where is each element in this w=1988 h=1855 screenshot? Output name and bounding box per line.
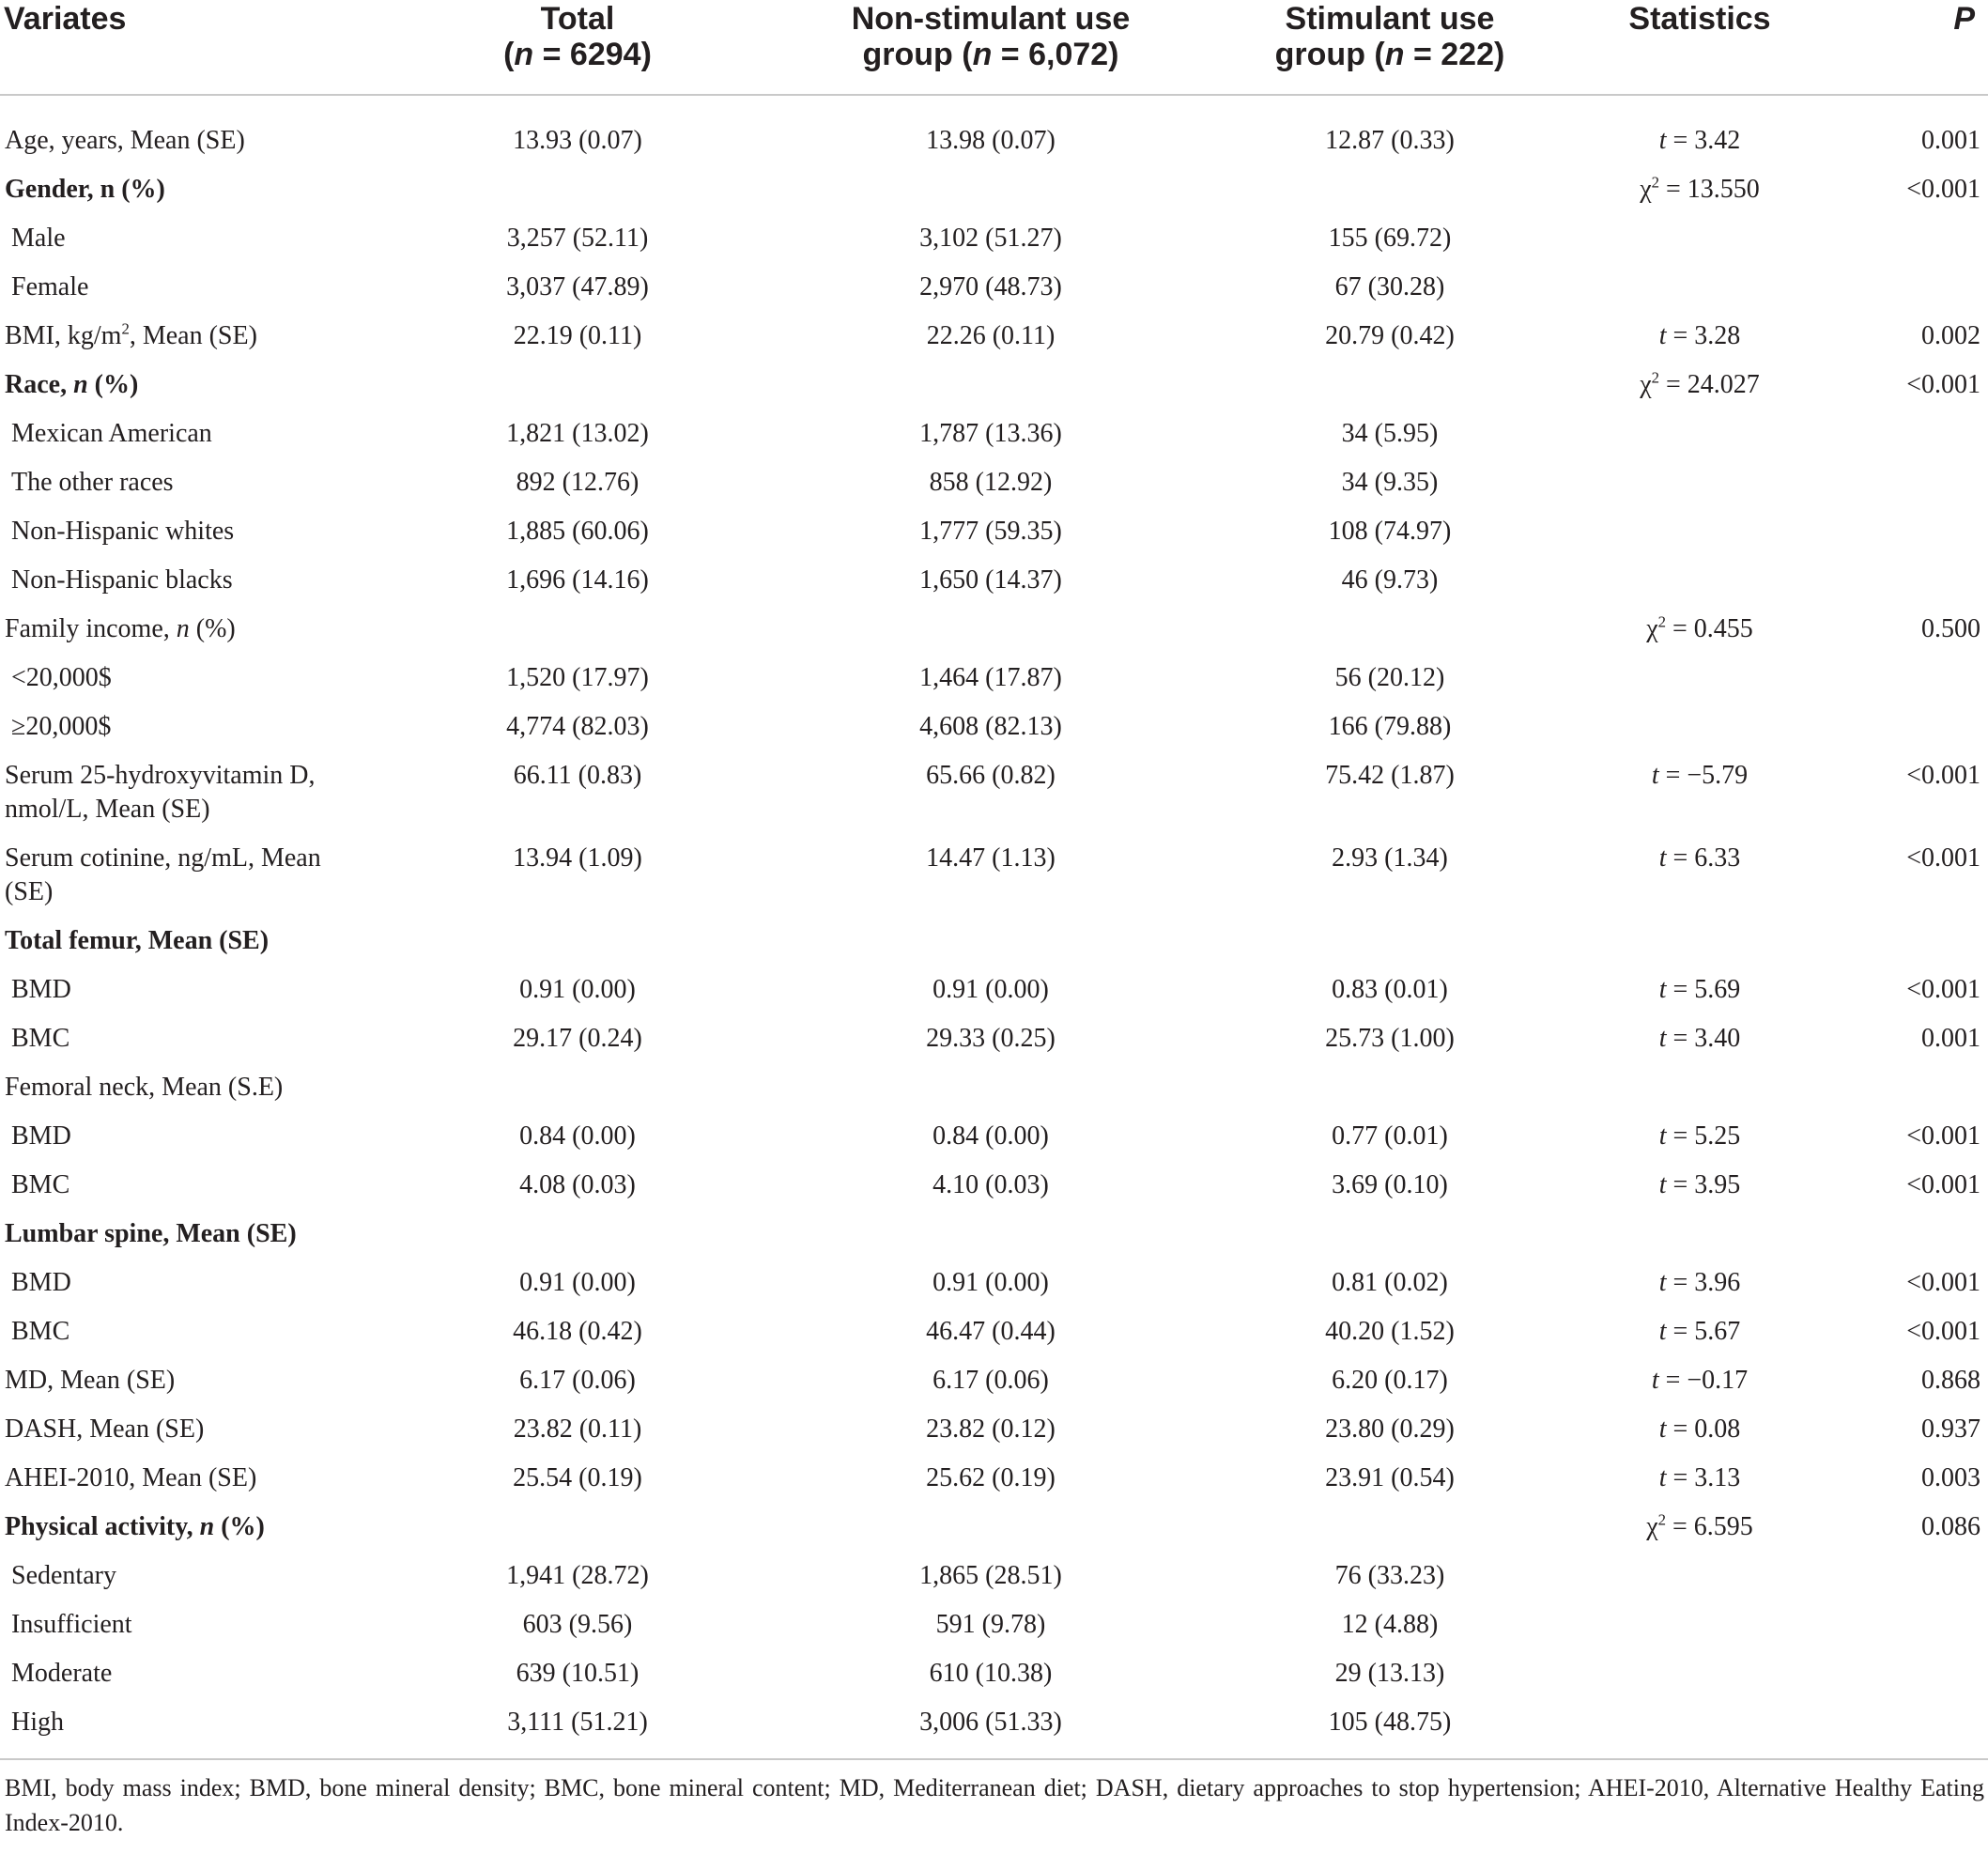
header-variates: Variates (0, 0, 376, 95)
table-row (0, 95, 1988, 158)
cell-statistics (1578, 207, 1822, 255)
row-label: Insufficient (11, 1610, 132, 1639)
cell-non-stimulant: 1,650 (14.37) (919, 565, 1062, 595)
cell-statistics (1578, 255, 1822, 304)
cell-p-value: <0.001 (1906, 761, 1980, 790)
row-label: Serum cotinine, ng/mL, Mean (SE) (5, 843, 321, 906)
cell-stimulant: 6.20 (0.17) (1332, 1366, 1448, 1395)
cell-non-stimulant: 65.66 (0.82) (926, 761, 1056, 790)
cell-non-stimulant (779, 909, 1202, 958)
cell-total (376, 909, 779, 958)
row-label: Total femur, Mean (SE) (5, 926, 270, 955)
cell-stimulant (1202, 1056, 1578, 1105)
cell-statistics: t = −0.17 (1651, 1366, 1749, 1395)
row-label: BMC (11, 1170, 70, 1199)
cell-non-stimulant: 6.17 (0.06) (932, 1366, 1049, 1395)
cell-p-value: <0.001 (1906, 1268, 1980, 1297)
row-label: Non-Hispanic blacks (11, 565, 233, 595)
cell-non-stimulant: 1,865 (28.51) (919, 1561, 1062, 1590)
cell-non-stimulant: 3,102 (51.27) (919, 224, 1062, 253)
cell-non-stimulant: 29.33 (0.25) (926, 1024, 1056, 1053)
table-row (0, 500, 1988, 549)
cell-statistics (1578, 451, 1822, 500)
cell-total: 3,111 (51.21) (507, 1708, 648, 1737)
cell-total: 1,821 (13.02) (506, 419, 649, 448)
cell-total: 23.82 (0.11) (513, 1414, 642, 1444)
header-statistics: Statistics (1578, 0, 1822, 95)
cell-total: 1,885 (60.06) (506, 517, 649, 546)
cell-stimulant (1202, 1495, 1578, 1544)
table-row (0, 1056, 1988, 1105)
cell-p-value: 0.086 (1921, 1512, 1980, 1541)
cell-stimulant: 155 (69.72) (1328, 224, 1452, 253)
header-p: P (1822, 0, 1988, 95)
table-row (0, 304, 1988, 353)
row-label: Race, n (%) (5, 370, 139, 399)
cell-non-stimulant: 3,006 (51.33) (919, 1708, 1062, 1737)
cell-non-stimulant: 1,464 (17.87) (919, 663, 1062, 692)
cell-statistics: t = 3.13 (1658, 1463, 1741, 1492)
table-row (0, 1642, 1988, 1691)
row-label: BMI, $kg/m^2$, Mean (SE) (5, 319, 257, 350)
cell-stimulant: 12 (4.88) (1341, 1610, 1439, 1639)
cell-p-value (1822, 695, 1988, 744)
cell-stimulant: 76 (33.23) (1334, 1561, 1445, 1590)
cell-p-value: 0.500 (1921, 614, 1980, 643)
cell-p-value (1822, 207, 1988, 255)
cell-statistics (1578, 695, 1822, 744)
table-header (0, 0, 1988, 95)
cell-total: 892 (12.76) (516, 468, 640, 497)
footnote-row (0, 1759, 1988, 1840)
row-label: BMC (11, 1317, 70, 1346)
cell-p-value (1822, 909, 1988, 958)
table-row (0, 1495, 1988, 1544)
cell-p-value: <0.001 (1906, 975, 1980, 1004)
cell-p-value (1822, 402, 1988, 451)
cell-total: 1,520 (17.97) (506, 663, 649, 692)
cell-p-value: <0.001 (1906, 370, 1980, 399)
cell-stimulant: 3.69 (0.10) (1332, 1170, 1448, 1199)
table-row (0, 646, 1988, 695)
cell-stimulant: 2.93 (1.34) (1332, 843, 1448, 873)
row-label: Female (11, 272, 89, 301)
cell-statistics: t = 3.28 (1658, 321, 1741, 350)
cell-p-value (1822, 1593, 1988, 1642)
cell-statistics: t = 3.96 (1658, 1268, 1741, 1297)
cell-stimulant: 40.20 (1.52) (1325, 1317, 1455, 1346)
cell-total (376, 1056, 779, 1105)
cell-stimulant (1202, 597, 1578, 646)
table-footnote: BMI, body mass index; BMD, bone mineral density; BMC, bone mineral content; MD, Mediterranean diet; DASH, dietary approaches to stop hypertension; AHEI-2010, Alternative Healthy Eating Index-2010. (0, 1759, 1988, 1840)
cell-non-stimulant (779, 1056, 1202, 1105)
cell-total: 46.18 (0.42) (513, 1317, 642, 1346)
cell-statistics: t = −5.79 (1651, 761, 1749, 790)
cell-non-stimulant: 0.84 (0.00) (932, 1121, 1049, 1151)
cell-stimulant: 34 (5.95) (1341, 419, 1439, 448)
row-label: MD, Mean (SE) (5, 1366, 176, 1395)
row-label: BMD (11, 1268, 71, 1297)
cell-total: 0.91 (0.00) (519, 1268, 636, 1297)
cell-statistics: t = 5.25 (1658, 1121, 1741, 1151)
cell-non-stimulant (779, 1202, 1202, 1251)
cell-statistics: t = 5.67 (1658, 1317, 1741, 1346)
table-row (0, 1202, 1988, 1251)
cell-p-value: <0.001 (1906, 1121, 1980, 1151)
cell-statistics (1578, 549, 1822, 597)
cell-p-value: <0.001 (1906, 1317, 1980, 1346)
cell-non-stimulant (779, 597, 1202, 646)
table-row (0, 1544, 1988, 1593)
cell-statistics (1578, 500, 1822, 549)
cell-p-value: 0.002 (1921, 321, 1980, 350)
cell-total: 29.17 (0.24) (513, 1024, 642, 1053)
cell-statistics (1578, 1593, 1822, 1642)
cell-p-value: <0.001 (1906, 1170, 1980, 1199)
cell-statistics: $\chi^2 = 0.455$ (1646, 612, 1753, 643)
cell-stimulant: 67 (30.28) (1334, 272, 1445, 301)
cell-stimulant: 25.73 (1.00) (1325, 1024, 1455, 1053)
row-label: AHEI-2010, Mean (SE) (5, 1463, 257, 1492)
table-row (0, 1691, 1988, 1759)
cell-non-stimulant: 46.47 (0.44) (926, 1317, 1056, 1346)
cell-non-stimulant: 0.91 (0.00) (932, 1268, 1049, 1297)
cell-statistics (1578, 1202, 1822, 1251)
cell-stimulant: 108 (74.97) (1328, 517, 1452, 546)
table-row (0, 1007, 1988, 1056)
cell-non-stimulant: 23.82 (0.12) (926, 1414, 1056, 1444)
cell-p-value (1822, 451, 1988, 500)
cell-non-stimulant (779, 1495, 1202, 1544)
cell-p-value (1822, 549, 1988, 597)
cell-p-value: 0.001 (1921, 1024, 1980, 1053)
cell-total: 22.19 (0.11) (513, 321, 642, 350)
cell-total: 1,941 (28.72) (506, 1561, 649, 1590)
cell-p-value: <0.001 (1906, 843, 1980, 873)
cell-p-value (1822, 646, 1988, 695)
table-row (0, 909, 1988, 958)
table-row (0, 1349, 1988, 1398)
cell-stimulant (1202, 158, 1578, 207)
cell-stimulant: 75.42 (1.87) (1325, 761, 1455, 790)
row-label: High (11, 1708, 64, 1737)
table-row (0, 549, 1988, 597)
cell-non-stimulant: 22.26 (0.11) (926, 321, 1056, 350)
table-row (0, 597, 1988, 646)
cell-non-stimulant: 14.47 (1.13) (926, 843, 1056, 873)
cell-p-value (1822, 1202, 1988, 1251)
cell-total: 25.54 (0.19) (513, 1463, 642, 1492)
cell-stimulant: 56 (20.12) (1334, 663, 1445, 692)
row-label: Non-Hispanic whites (11, 517, 235, 546)
cell-non-stimulant: 610 (10.38) (929, 1659, 1053, 1688)
cell-total: 3,257 (52.11) (506, 224, 649, 253)
row-label: The other races (11, 468, 174, 497)
header-stimulant: Stimulant use group (n = 222) (1202, 0, 1578, 95)
table-row (0, 1593, 1988, 1642)
row-label: Sedentary (11, 1561, 116, 1590)
cell-p-value: <0.001 (1906, 175, 1980, 204)
cell-total: 603 (9.56) (522, 1610, 633, 1639)
cell-total: 4.08 (0.03) (519, 1170, 636, 1199)
cell-total: 3,037 (47.89) (506, 272, 649, 301)
row-label: Lumbar spine, Mean (SE) (5, 1219, 297, 1248)
table-row (0, 744, 1988, 827)
cell-stimulant: 0.83 (0.01) (1332, 975, 1448, 1004)
cell-non-stimulant: 0.91 (0.00) (932, 975, 1049, 1004)
cell-total (376, 597, 779, 646)
row-label: Serum 25-hydroxyvitamin D, nmol/L, Mean (SE) (5, 761, 316, 824)
table-row (0, 827, 1988, 909)
row-label: Male (11, 224, 66, 253)
cell-statistics: t = 5.69 (1658, 975, 1741, 1004)
cell-stimulant (1202, 1202, 1578, 1251)
row-label: BMC (11, 1024, 70, 1053)
cell-non-stimulant: 4,608 (82.13) (919, 712, 1062, 741)
row-label: Mexican American (11, 419, 212, 448)
table-row (0, 695, 1988, 744)
cell-stimulant: 46 (9.73) (1341, 565, 1439, 595)
table-row (0, 1251, 1988, 1300)
cell-p-value (1822, 255, 1988, 304)
table-row (0, 158, 1988, 207)
row-label: BMD (11, 975, 71, 1004)
cell-non-stimulant: 13.98 (0.07) (926, 126, 1056, 155)
cell-non-stimulant: 1,787 (13.36) (919, 419, 1062, 448)
row-label: Physical activity, n (%) (5, 1512, 265, 1541)
cell-total (376, 1202, 779, 1251)
cell-total (376, 1495, 779, 1544)
cell-total (376, 353, 779, 402)
cell-stimulant: 34 (9.35) (1341, 468, 1439, 497)
cell-p-value: 0.001 (1921, 126, 1980, 155)
table-row (0, 1153, 1988, 1202)
cell-total: 0.84 (0.00) (519, 1121, 636, 1151)
cell-total: 13.93 (0.07) (513, 126, 642, 155)
table-row (0, 1446, 1988, 1495)
row-label: Gender, n (%) (5, 175, 165, 204)
cell-p-value (1822, 1642, 1988, 1691)
header-row (0, 0, 1988, 95)
cell-total: 0.91 (0.00) (519, 975, 636, 1004)
cell-statistics (1578, 1691, 1822, 1759)
cell-total: 4,774 (82.03) (506, 712, 649, 741)
cell-statistics: t = 3.42 (1658, 126, 1741, 155)
cell-p-value (1822, 500, 1988, 549)
cell-stimulant: 23.80 (0.29) (1325, 1414, 1455, 1444)
cell-non-stimulant: 25.62 (0.19) (926, 1463, 1056, 1492)
cell-statistics: t = 6.33 (1658, 843, 1741, 873)
table-row (0, 958, 1988, 1007)
cell-p-value (1822, 1544, 1988, 1593)
row-label: ≥20,000$ (11, 712, 112, 741)
header-total: Total (n = 6294) (376, 0, 779, 95)
cell-stimulant: 0.77 (0.01) (1332, 1121, 1448, 1151)
cell-statistics (1578, 402, 1822, 451)
cell-total: 6.17 (0.06) (519, 1366, 636, 1395)
cell-total: 1,696 (14.16) (506, 565, 649, 595)
table-body (0, 95, 1988, 1759)
cell-statistics: $\chi^2 = 6.595$ (1646, 1510, 1753, 1541)
cell-statistics (1578, 646, 1822, 695)
cell-non-stimulant: 2,970 (48.73) (919, 272, 1062, 301)
cell-stimulant: 12.87 (0.33) (1325, 126, 1455, 155)
cell-statistics: t = 3.40 (1658, 1024, 1741, 1053)
cell-non-stimulant (779, 158, 1202, 207)
cell-non-stimulant: 858 (12.92) (929, 468, 1053, 497)
cell-total: 639 (10.51) (516, 1659, 640, 1688)
cell-stimulant: 20.79 (0.42) (1325, 321, 1455, 350)
cell-total: 13.94 (1.09) (513, 843, 642, 873)
cell-statistics: $\chi^2 = 13.550$ (1640, 173, 1760, 204)
cell-p-value: 0.937 (1921, 1414, 1980, 1444)
cell-stimulant (1202, 909, 1578, 958)
table-row (0, 451, 1988, 500)
cell-stimulant: 105 (48.75) (1328, 1708, 1452, 1737)
cell-p-value (1822, 1691, 1988, 1759)
cell-total: 66.11 (0.83) (513, 761, 642, 790)
table-row (0, 1105, 1988, 1153)
cell-stimulant: 29 (13.13) (1334, 1659, 1445, 1688)
cell-statistics: t = 3.95 (1658, 1170, 1741, 1199)
cell-statistics: $\chi^2 = 24.027$ (1640, 368, 1760, 399)
cell-non-stimulant: 591 (9.78) (935, 1610, 1046, 1639)
row-label: Age, years, Mean (SE) (5, 126, 245, 155)
row-label: Femoral neck, Mean (S.E) (5, 1073, 284, 1102)
cell-statistics (1578, 909, 1822, 958)
cell-statistics (1578, 1642, 1822, 1691)
cell-non-stimulant: 1,777 (59.35) (919, 517, 1062, 546)
cell-statistics: t = 0.08 (1658, 1414, 1741, 1444)
table-row (0, 255, 1988, 304)
cell-statistics (1578, 1056, 1822, 1105)
table-row (0, 353, 1988, 402)
row-label: Family income, n (%) (5, 614, 236, 643)
cell-stimulant (1202, 353, 1578, 402)
cell-non-stimulant (779, 353, 1202, 402)
cell-stimulant: 0.81 (0.02) (1332, 1268, 1448, 1297)
header-non-stimulant: Non-stimulant use group (n = 6,072) (779, 0, 1202, 95)
table-row (0, 1300, 1988, 1349)
cell-stimulant: 166 (79.88) (1328, 712, 1452, 741)
table-row (0, 402, 1988, 451)
cell-stimulant: 23.91 (0.54) (1325, 1463, 1455, 1492)
cell-p-value: 0.003 (1921, 1463, 1980, 1492)
cell-p-value: 0.868 (1921, 1366, 1980, 1395)
cell-p-value (1822, 1056, 1988, 1105)
row-label: Moderate (11, 1659, 113, 1688)
cell-total (376, 158, 779, 207)
row-label: BMD (11, 1121, 71, 1151)
table-row (0, 207, 1988, 255)
cell-statistics (1578, 1544, 1822, 1593)
row-label: DASH, Mean (SE) (5, 1414, 205, 1444)
cell-non-stimulant: 4.10 (0.03) (932, 1170, 1049, 1199)
table-row (0, 1398, 1988, 1446)
row-label: <20,000$ (11, 663, 112, 692)
